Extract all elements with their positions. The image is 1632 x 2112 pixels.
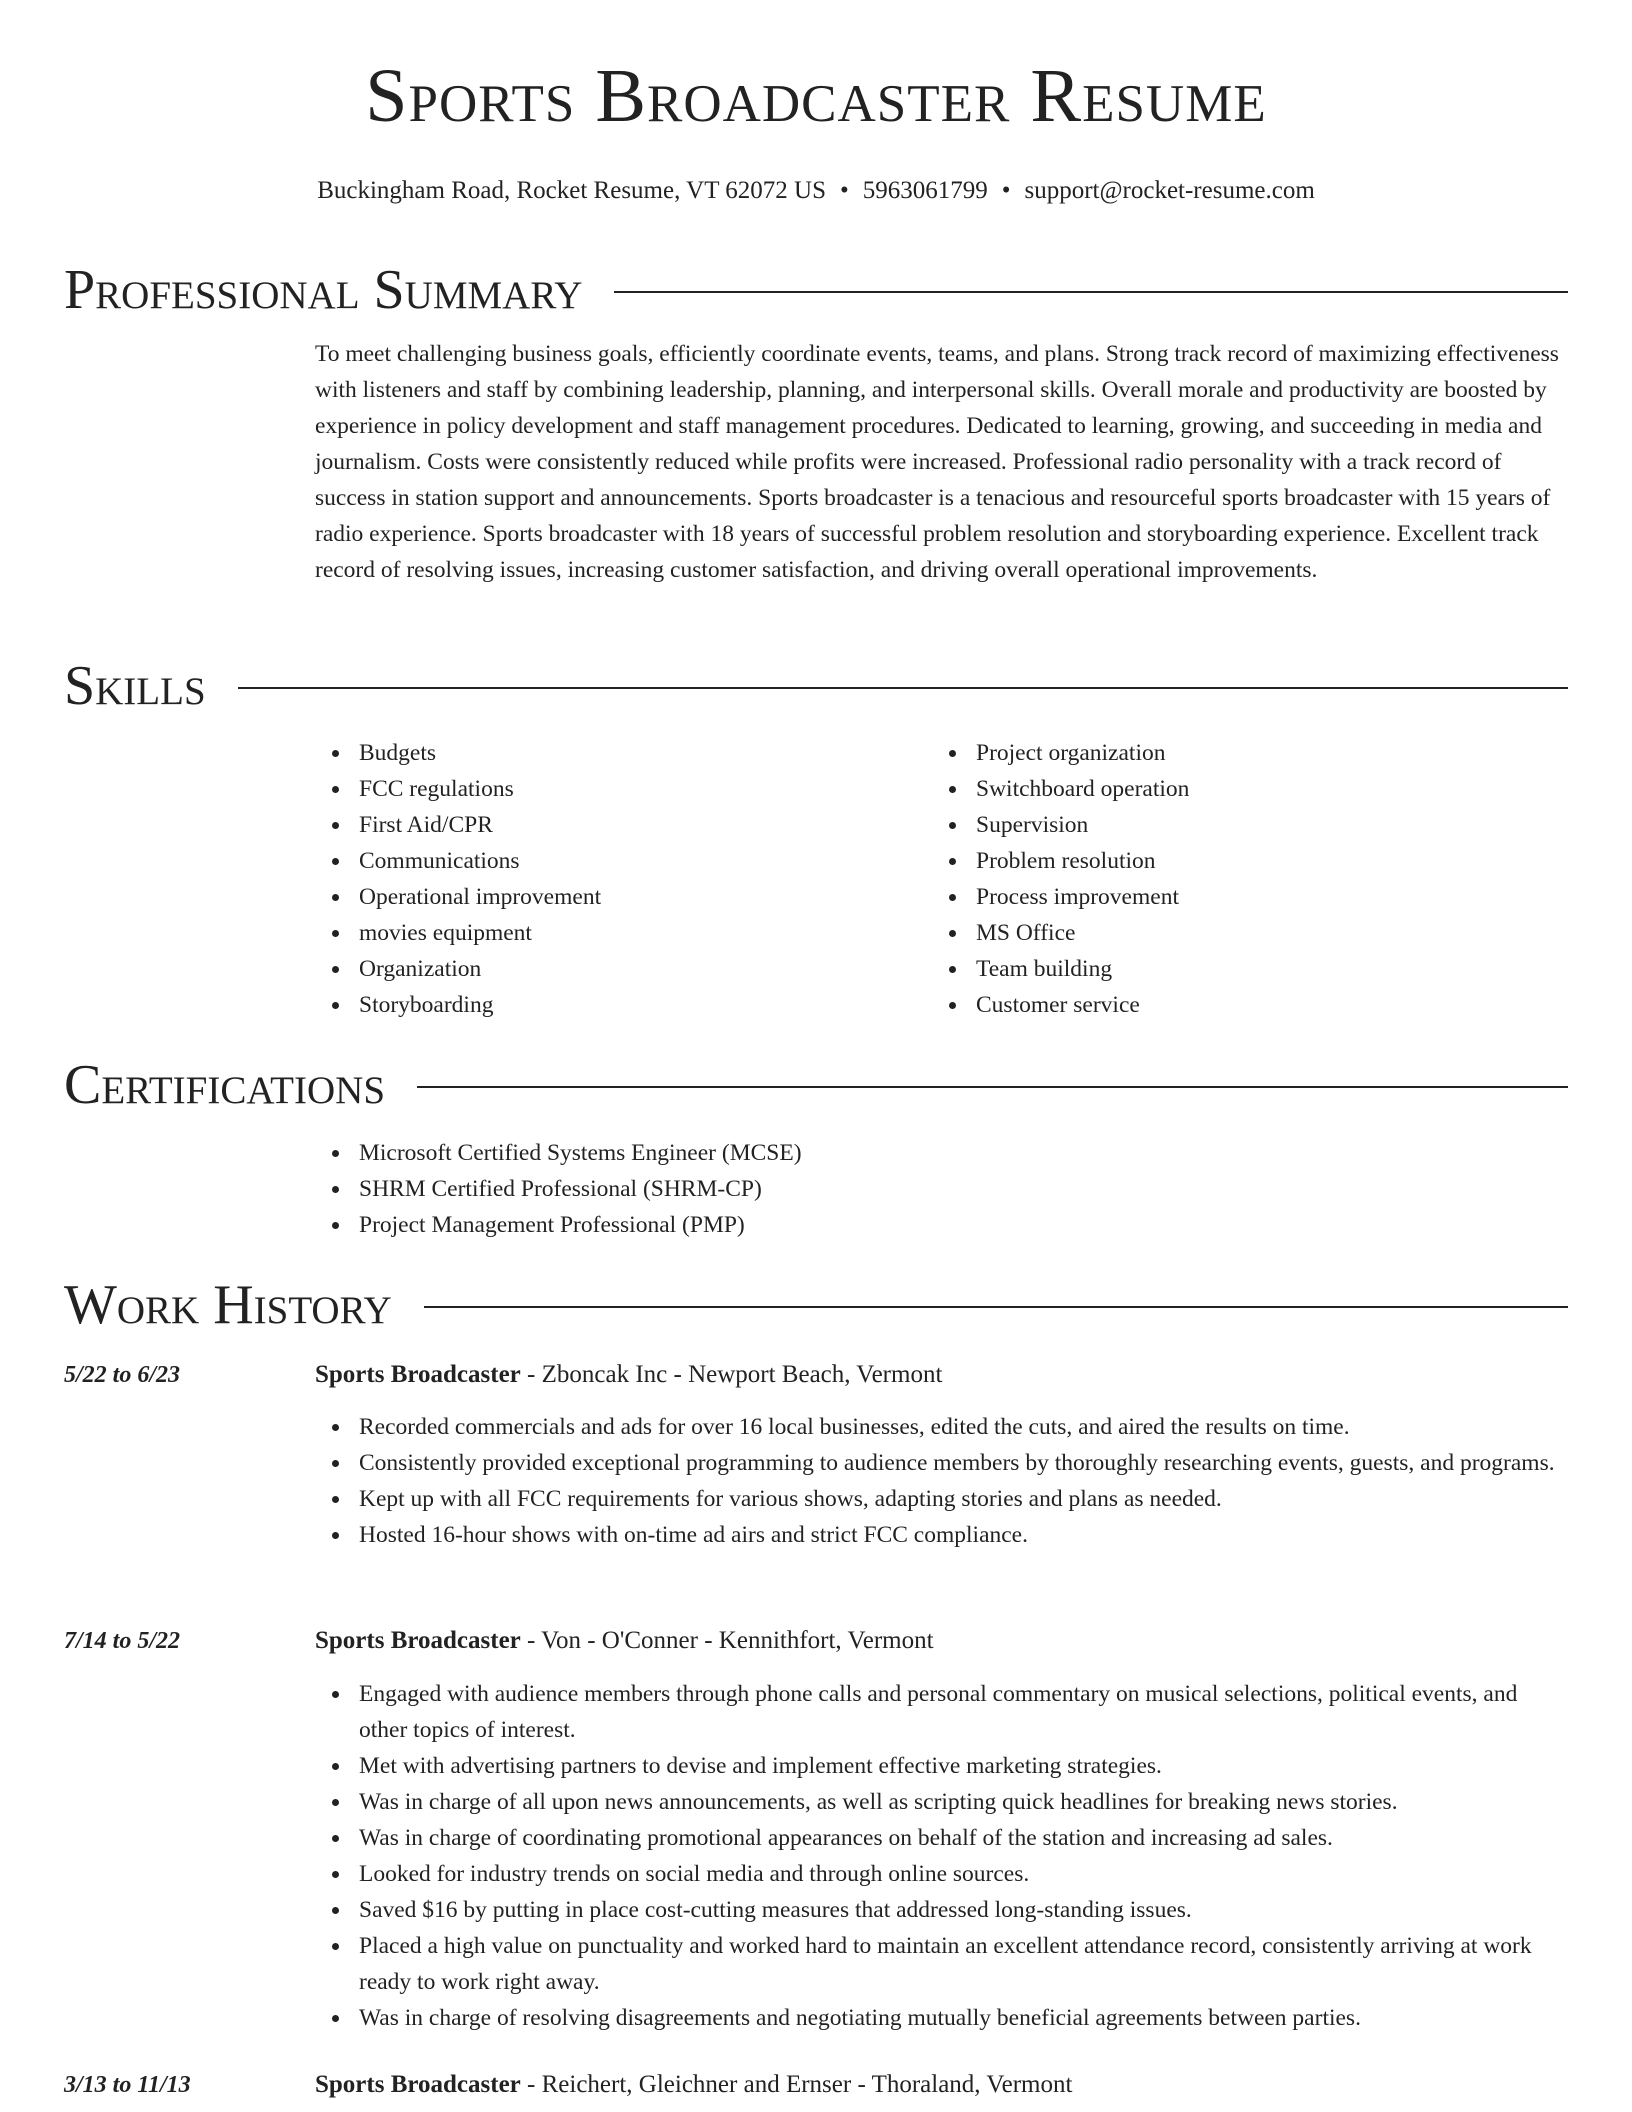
skill-item: Supervision bbox=[932, 807, 1532, 843]
section-divider bbox=[424, 1306, 1568, 1308]
skill-item: Switchboard operation bbox=[932, 771, 1532, 807]
section-heading-certifications: Certifications bbox=[64, 1054, 386, 1116]
job-bullets bbox=[315, 1409, 1568, 1553]
job-title-line bbox=[315, 2067, 1568, 2103]
skill-item: MS Office bbox=[932, 915, 1532, 951]
job-dates: 7/14 to 5/22 bbox=[64, 1628, 181, 1654]
contact-email: support@rocket-resume.com bbox=[1024, 177, 1315, 204]
contact-separator: • bbox=[1001, 177, 1011, 204]
job-title-line bbox=[315, 1357, 1568, 1393]
job-bullet: Saved $16 by putting in place cost-cutting measures that addressed long-standing issues. bbox=[315, 1892, 1568, 1928]
job-employer: - Von - O'Conner - Kennithfort, Vermont bbox=[520, 1627, 934, 1654]
job-bullet: Consistently provided exceptional programming to audience members by thoroughly researching events, guests, and programs. bbox=[315, 1445, 1568, 1481]
skill-item: Customer service bbox=[932, 987, 1532, 1023]
job-role: Sports Broadcaster bbox=[315, 1361, 521, 1388]
section-header-certifications bbox=[64, 1054, 1568, 1116]
certifications-list bbox=[315, 1135, 1568, 1243]
job-role: Sports Broadcaster bbox=[315, 2071, 521, 2098]
summary-text: To meet challenging business goals, efficiently coordinate events, teams, and plans. Strong track record of maximizing effectiveness with listeners and staff by combining leadership, planning, and interpersonal skills. Overall morale and productivity are boosted by experience in policy development and staff management procedures. Dedicated to learning, growing, and succeeding in media and journalism. Costs were consistently reduced while profits were increased. Professional radio personality with a track record of success in station support and announcements. Sports broadcaster is a tenacious and resourceful sports broadcaster with 15 years of radio experience. Sports broadcaster with 18 years of successful problem resolution and storyboarding experience. Excellent track record of resolving issues, increasing customer satisfaction, and driving overall operational improvements. bbox=[315, 341, 1559, 583]
contact-line bbox=[64, 176, 1568, 206]
skill-item: FCC regulations bbox=[315, 771, 915, 807]
skill-item: Operational improvement bbox=[315, 879, 915, 915]
skills-list-left bbox=[315, 735, 915, 1023]
skill-item: Process improvement bbox=[932, 879, 1532, 915]
job-employer: - Reichert, Gleichner and Ernser - Thoraland, Vermont bbox=[520, 2071, 1073, 2098]
section-heading-summary: Professional Summary bbox=[64, 259, 583, 321]
skill-item: Storyboarding bbox=[315, 987, 915, 1023]
section-heading-work-history: Work History bbox=[64, 1274, 392, 1336]
job-role: Sports Broadcaster bbox=[315, 1627, 521, 1654]
resume-title: Sports Broadcaster Resume bbox=[365, 54, 1267, 138]
section-divider bbox=[417, 1086, 1568, 1088]
job-bullet: Was in charge of coordinating promotional appearances on behalf of the station and increasing ad sales. bbox=[315, 1820, 1568, 1856]
job-bullet: Hosted 16-hour shows with on-time ad airs and strict FCC compliance. bbox=[315, 1517, 1568, 1553]
contact-separator: • bbox=[839, 177, 849, 204]
certification-item: Project Management Professional (PMP) bbox=[315, 1207, 1568, 1243]
section-divider bbox=[614, 291, 1568, 293]
section-heading-skills: Skills bbox=[64, 655, 206, 717]
section-header-summary bbox=[64, 259, 1568, 321]
contact-address: Buckingham Road, Rocket Resume, VT 62072 US bbox=[317, 177, 826, 204]
skill-item: First Aid/CPR bbox=[315, 807, 915, 843]
job-bullet: Kept up with all FCC requirements for various shows, adapting stories and plans as needed. bbox=[315, 1481, 1568, 1517]
job-bullet: Placed a high value on punctuality and worked hard to maintain an excellent attendance record, consistently arriving at work ready to work right away. bbox=[315, 1928, 1568, 2000]
job-bullet: Was in charge of all upon news announcements, as well as scripting quick headlines for breaking news stories. bbox=[315, 1784, 1568, 1820]
contact-phone: 5963061799 bbox=[862, 177, 988, 204]
skill-item: Project organization bbox=[932, 735, 1532, 771]
job-dates: 3/13 to 11/13 bbox=[64, 2072, 191, 2098]
job-employer: - Zboncak Inc - Newport Beach, Vermont bbox=[520, 1361, 943, 1388]
certification-item: SHRM Certified Professional (SHRM-CP) bbox=[315, 1171, 1568, 1207]
section-header-skills bbox=[64, 655, 1568, 717]
job-dates: 5/22 to 6/23 bbox=[64, 1362, 181, 1388]
job-bullet: Was in charge of resolving disagreements and negotiating mutually beneficial agreements between parties. bbox=[315, 2000, 1568, 2036]
job-bullet: Looked for industry trends on social media and through online sources. bbox=[315, 1856, 1568, 1892]
job-bullet: Recorded commercials and ads for over 16 local businesses, edited the cuts, and aired the results on time. bbox=[315, 1409, 1568, 1445]
skill-item: movies equipment bbox=[315, 915, 915, 951]
section-divider bbox=[238, 687, 1568, 689]
skill-item: Problem resolution bbox=[932, 843, 1532, 879]
skills-list-right bbox=[932, 735, 1532, 1023]
job-title-line bbox=[315, 1623, 1568, 1659]
section-header-work-history bbox=[64, 1274, 1568, 1336]
skill-item: Budgets bbox=[315, 735, 915, 771]
skill-item: Team building bbox=[932, 951, 1532, 987]
skill-item: Organization bbox=[315, 951, 915, 987]
certification-item: Microsoft Certified Systems Engineer (MCSE) bbox=[315, 1135, 1568, 1171]
job-bullet: Met with advertising partners to devise and implement effective marketing strategies. bbox=[315, 1748, 1568, 1784]
skill-item: Communications bbox=[315, 843, 915, 879]
job-bullet: Engaged with audience members through phone calls and personal commentary on musical selections, political events, and other topics of interest. bbox=[315, 1676, 1568, 1748]
job-bullets bbox=[315, 1676, 1568, 2036]
